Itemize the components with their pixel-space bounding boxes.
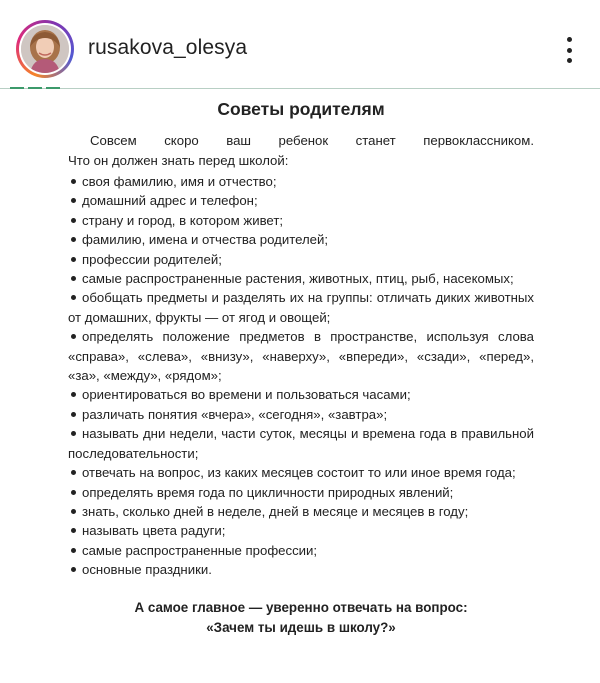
closing-statement (68, 598, 534, 638)
list-item: называть цвета радуги; (68, 521, 534, 540)
intro-line-2: Что он должен знать перед школой: (68, 153, 289, 168)
list-item: профессии родителей; (68, 250, 534, 269)
vertical-ellipsis-icon[interactable] (566, 37, 572, 63)
avatar[interactable] (21, 25, 69, 73)
username[interactable]: rusakova_olesya (88, 36, 248, 59)
page-title: Советы родителям (217, 99, 385, 119)
list-item: ориентироваться во времени и пользоваться часами; (68, 385, 534, 404)
list-item: различать понятия «вчера», «сегодня», «завтра»; (68, 405, 534, 424)
list-item: домашний адрес и телефон; (68, 191, 534, 210)
list-item: своя фамилию, имя и отчество; (68, 172, 534, 191)
list-item: страну и город, в котором живет; (68, 211, 534, 230)
intro-line-1: Совсем скоро ваш ребенок станет первоклассником. (90, 133, 534, 148)
list-item: называть дни недели, части суток, месяцы и времена года в правильной последовательности; (68, 424, 534, 463)
list-item: обобщать предметы и разделять их на группы: отличать диких животных от домашних, фрукты — от ягод и овощей; (68, 288, 534, 327)
closing-line-1: А самое главное — уверенно отвечать на вопрос: (134, 599, 468, 615)
list-item: знать, сколько дней в неделе, дней в месяце и месяцев в году; (68, 502, 534, 521)
divider-accent (28, 87, 42, 89)
post-image-document (68, 97, 534, 638)
list-item: основные праздники. (68, 560, 534, 579)
list-item: определять время года по цикличности природных явлений; (68, 483, 534, 502)
divider-accent (46, 87, 60, 89)
header-divider (0, 88, 600, 89)
list-item: фамилию, имена и отчества родителей; (68, 230, 534, 249)
profile-photo-icon (21, 25, 69, 73)
advice-list (68, 172, 534, 580)
list-item: самые распространенные профессии; (68, 541, 534, 560)
list-item: самые распространенные растения, животных, птиц, рыб, насекомых; (68, 269, 534, 288)
divider-accent (10, 87, 24, 89)
list-item: отвечать на вопрос, из каких месяцев состоит то или иное время года; (68, 463, 534, 482)
post-header (0, 0, 600, 88)
avatar-story-ring[interactable] (16, 20, 74, 78)
list-item: определять положение предметов в пространстве, используя слова «справа», «слева», «внизу», «наверху», «впереди», «сзади», «перед», «за», «между», «рядом»; (68, 327, 534, 385)
closing-line-2: «Зачем ты идешь в школу?» (206, 619, 396, 635)
intro-paragraph (68, 131, 534, 151)
